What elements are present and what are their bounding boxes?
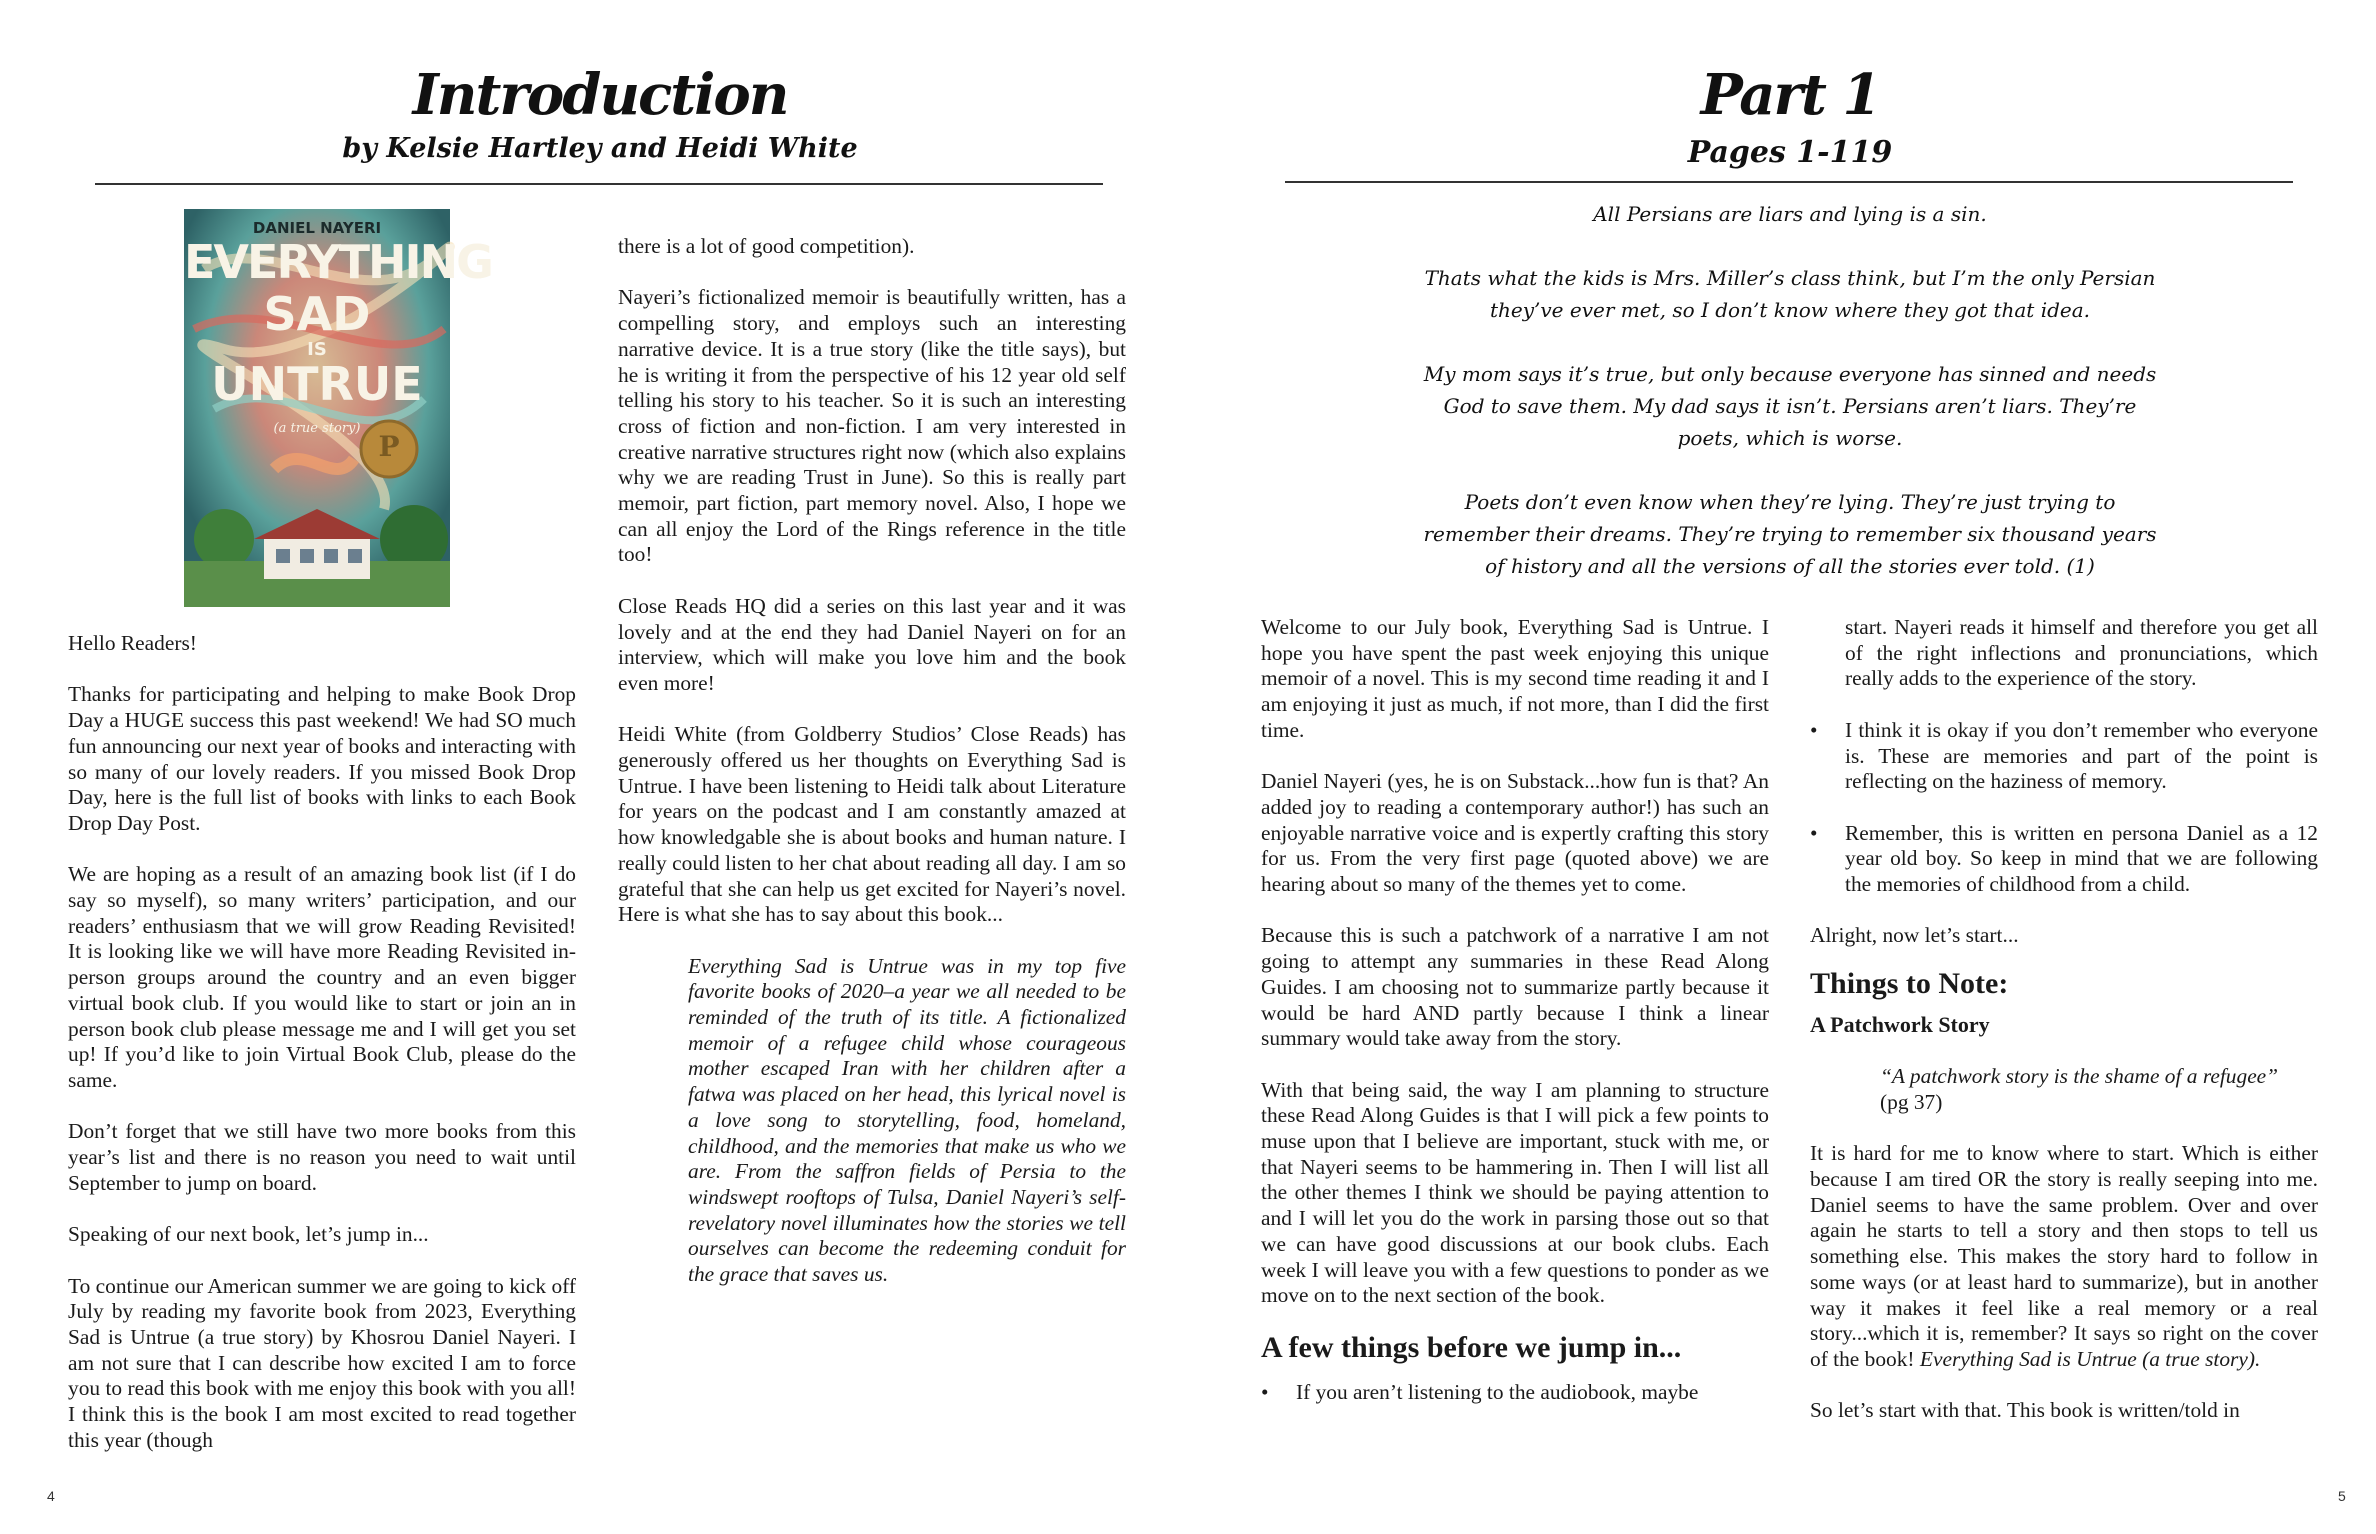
cover-title-1: EVERYTHING: [184, 235, 492, 289]
paragraph: Nayeri’s fictionalized memoir is beautifully written, has a compelling story, and employs such an interesting narrative device. It is a true story (like the title says), but he is writing it from the perspective of his 12 year old self telling his story to his teacher. So it is such an interesting cross of fiction and non-fiction. I am very interested in creative narrative structures right now (which also explains why we are reading Trust in June). So this is really part memoir, part fiction, part memory novel. Also, I hope we can all enjoy the Lord of the Rings reference in the title too!: [618, 285, 1126, 567]
cover-title-2: SAD: [263, 287, 371, 341]
patchwork-quote: [1880, 1064, 2318, 1115]
epigraph: [1420, 198, 2160, 614]
paragraph: Heidi White (from Goldberry Studios’ Close Reads) has generously offered us her thoughts on Everything Sad is Untrue. I have been listening to Heidi talk about Literature for years on the podcast and I am constantly amazed at how knowledgable she is about books and human nature. I really could listen to her chat about reading all day. I am so grateful that she can help us get excited for Nayeri’s novel. Here is what she has to say about this book...: [618, 722, 1126, 927]
book-cover-image: [184, 209, 492, 607]
paragraph: We are hoping as a result of an amazing book list (if I do say so myself), so many writers’ participation, and our readers’ enthusiasm that we will grow Reading Revisited! It is looking like we will have more Reading Revisited in-person groups around the country and an even bigger virtual book club. If you would like to start or join an in person book club please message me and I will get you set up! If you’d like to join Virtual Book Club, please do the same.: [68, 862, 576, 1092]
bullet-glyph: •: [1261, 1380, 1269, 1405]
right-title-rule: [1285, 181, 2293, 183]
bullet-item: [1261, 1380, 1769, 1406]
cover-medal-letter: P: [378, 430, 400, 463]
paragraph: Welcome to our July book, Everything Sad is Untrue. I hope you have spent the past week enjoying this unique memoir of a novel. This is my second time reading it and I am enjoying it just as much, if not more, than I did the first time.: [1261, 615, 1769, 742]
bullet-glyph: •: [1810, 717, 1818, 742]
right-column-2: [1810, 615, 2318, 1450]
right-column-1: [1261, 615, 1769, 1406]
epigraph-line: Thats what the kids is Mrs. Miller’s class think, but I’m the only Persian they’ve ever met, so I don’t know where they got that idea.: [1424, 266, 2156, 322]
left-column-2: [618, 234, 1126, 1288]
left-column-1: [68, 631, 576, 1479]
left-page-title: Introduction: [412, 62, 788, 128]
epigraph-line: My mom says it’s true, but only because everyone has sinned and needs God to save them. My dad says it isn’t. Persians aren’t liars. They’re poets, which is worse.: [1423, 362, 2157, 450]
bullet-continuation: start. Nayeri reads it himself and therefore you get all of the right inflections and pronunciations, which really adds to the experience of the story.: [1845, 615, 2318, 691]
book-title-italic: Everything Sad is Untrue (a true story).: [1919, 1346, 2261, 1371]
paragraph: Alright, now let’s start...: [1810, 923, 2019, 948]
things-to-note-heading: Things to Note:: [1810, 966, 2009, 1000]
cover-author: DANIEL NAYERI: [252, 219, 382, 237]
paragraph: To continue our American summer we are going to kick off July by reading my favorite book from 2023, Everything Sad is Untrue (a true story) by Khosrou Daniel Nayeri. I am not sure that I can describe how excited I am to force you to read this book with me enjoy this book with you all! I think this is the book I am most excited to read together this year (though: [68, 1273, 576, 1452]
left-page-subtitle: by Kelsie Hartley and Heidi White: [342, 133, 858, 164]
paragraph: [1810, 1141, 2318, 1372]
paragraph: Thanks for participating and helping to make Book Drop Day a HUGE success this past weekend! We had SO much fun announcing our next year of books and interacting with so many of our lovely readers. If you missed Book Drop Day, here is the full list of books with links to each Book Drop Day Post.: [68, 682, 576, 835]
quote-citation: (pg 37): [1880, 1089, 1943, 1114]
paragraph: So let’s start with that. This book is written/told in: [1810, 1398, 2240, 1423]
paragraph-text: It is hard for me to know where to start. Which is either because I am tired OR the story is really seeping into me. Daniel seems to have the same problem. Over and over again he starts to tell a story and then stops to tell us something else. This makes the story hard to follow in some ways (or at least hard to summarize), but in another way it makes it feel like a real memory or a real story...which it is, remember? It says so right on the cover of the book!: [1810, 1141, 2318, 1371]
bullet-text: I think it is okay if you don’t remember who everyone is. These are memories and part of the point is reflecting on the haziness of memory.: [1845, 717, 2318, 794]
left-page-number: 4: [47, 1488, 55, 1504]
right-page-subtitle: Pages 1-119: [1687, 135, 1893, 170]
paragraph: With that being said, the way I am planning to structure these Read Along Guides is that I will pick a few points to muse upon that I believe are important, stuck with me, or that Nayeri seems to be hammering in. Then I will list all the other themes I think we should be paying attention to and I will let you do the work in parsing those out so that we can have good discussions at our book clubs. Each week I will leave you with a few questions to ponder as we move on to the next section of the book.: [1261, 1077, 1769, 1308]
epigraph-line: Poets don’t even know when they’re lying. They’re just trying to remember their dreams. They’re trying to remember six thousand years of history and all the versions of all the stories ever told. (1): [1423, 490, 2157, 578]
bullet-item: [1810, 718, 2318, 795]
bullet-text: If you aren’t listening to the audiobook, maybe: [1296, 1380, 1699, 1405]
paragraph: Close Reads HQ did a series on this last year and it was lovely and at the end they had Daniel Nayeri on for an interview, which will make you love him and the book even more!: [618, 593, 1126, 695]
paragraph: Don’t forget that we still have two more books from this year’s list and there is no reason you need to wait until September to jump on board.: [68, 1119, 576, 1195]
paragraph: Hello Readers!: [68, 631, 197, 655]
paragraph: Because this is such a patchwork of a narrative I am not going to attempt any summaries in these Read Along Guides. I am choosing not to summarize partly because it would be hard AND partly because I think a linear summary would take away from the story.: [1261, 923, 1769, 1051]
quote-text: “A patchwork story is the shame of a refugee”: [1880, 1064, 2279, 1089]
bullet-glyph: •: [1810, 820, 1818, 845]
section-heading: A few things before we jump in...: [1261, 1330, 1682, 1364]
cover-tagline: (a true story): [273, 421, 361, 436]
right-page-number: 5: [2338, 1488, 2346, 1504]
epigraph-line: All Persians are liars and lying is a sin.: [1593, 202, 1987, 226]
paragraph: Daniel Nayeri (yes, he is on Substack...how fun is that? An added joy to reading a contemporary author!) has such an enjoyable narrative voice and is expertly crafting this story for us. From the very first page (quoted above) we are hearing about so many of the themes yet to come.: [1261, 769, 1769, 897]
cover-title-4: UNTRUE: [211, 357, 423, 411]
paragraph: there is a lot of good competition).: [618, 234, 915, 258]
bullet-item: [1810, 821, 2318, 898]
right-page-title: Part 1: [1700, 62, 1880, 128]
heidi-white-quote: Everything Sad is Untrue was in my top five favorite books of 2020–a year we all needed to be reminded of the truth of its title. A fictionalized memoir of a refugee child whose courageous mother escaped Iran with her children after a fatwa was placed on her head, this lyrical novel is a love song to storytelling, food, homeland, childhood, and the memories that make us who we are. From the saffron fields of Persia to the windswept rooftops of Tulsa, Daniel Nayeri’s self-revelatory novel illuminates how the stories we tell ourselves can become the redeeming conduit for the grace that saves us.: [688, 953, 1126, 1287]
cover-title-3: IS: [307, 339, 327, 360]
patchwork-subheading: A Patchwork Story: [1810, 1012, 1990, 1038]
bullet-text: Remember, this is written en persona Daniel as a 12 year old boy. So keep in mind that we are following the memories of childhood from a child.: [1845, 820, 2318, 896]
paragraph: Speaking of our next book, let’s jump in...: [68, 1222, 429, 1247]
left-title-rule: [95, 183, 1103, 185]
